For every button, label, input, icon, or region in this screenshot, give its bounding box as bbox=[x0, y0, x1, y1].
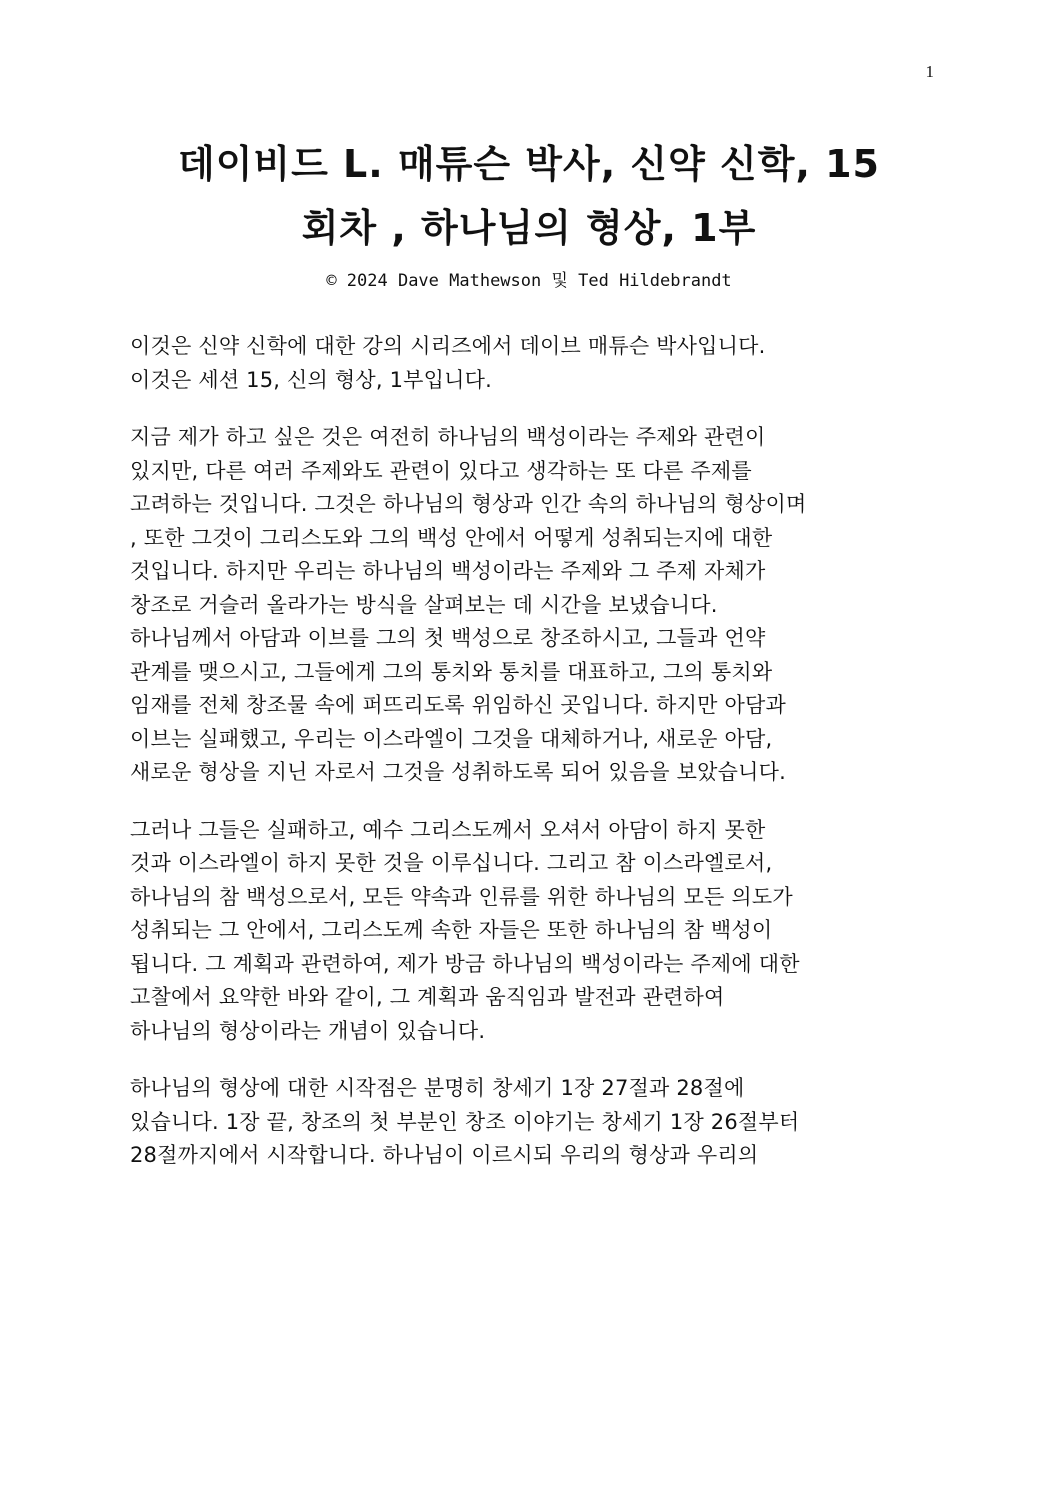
text-line: 이것은 신약 신학에 대한 강의 시리즈에서 데이브 매튜슨 박사입니다. bbox=[130, 334, 766, 358]
text-line: 하나님의 참 백성으로서, 모든 약속과 인류를 위한 하나님의 모든 의도가 bbox=[130, 884, 793, 909]
text-line: 하나님의 형상에 대한 시작점은 분명히 창세기 1장 27절과 28절에 bbox=[130, 1076, 745, 1100]
text-line: 고찰에서 요약한 바와 같이, 그 계획과 움직임과 발전과 관련하여 bbox=[130, 985, 725, 1009]
text-line: 성취되는 그 안에서, 그리스도께 속한 자들은 또한 하나님의 참 백성이 bbox=[130, 918, 773, 942]
text-line: 지금 제가 하고 싶은 것은 여전히 하나님의 백성이라는 주제와 관련이 bbox=[130, 425, 766, 449]
text-line: , 또한 그것이 그리스도와 그의 백성 안에서 어떻게 성취되는지에 대한 bbox=[130, 525, 773, 550]
document-title-line-1: 데이비드 L. 매튜슨 박사, 신약 신학, 15 bbox=[178, 142, 880, 186]
copyright-notice: © 2024 Dave Mathewson 및 Ted Hildebrandt bbox=[326, 271, 732, 291]
text-line: 관계를 맺으시고, 그들에게 그의 통치와 통치를 대표하고, 그의 통치와 bbox=[130, 659, 773, 684]
text-line: 것입니다. 하지만 우리는 하나님의 백성이라는 주제와 그 주제 자체가 bbox=[130, 559, 766, 583]
text-line: 됩니다. 그 계획과 관련하여, 제가 방금 하나님의 백성이라는 주제에 대한 bbox=[130, 951, 800, 976]
document-title-line-2: 회차 , 하나님의 형상, 1부 bbox=[301, 206, 757, 250]
paragraph-theme-overview bbox=[130, 421, 950, 790]
document-header bbox=[0, 132, 1058, 294]
text-line: 것과 이스라엘이 하지 못한 것을 이루십니다. 그리고 참 이스라엘로서, bbox=[130, 851, 773, 875]
paragraph-genesis-starting-point bbox=[130, 1072, 950, 1173]
text-line: 고려하는 것입니다. 그것은 하나님의 형상과 인간 속의 하나님의 형상이며 bbox=[130, 492, 807, 516]
text-line: 임재를 전체 창조물 속에 퍼뜨리도록 위임하신 곳입니다. 하지만 아담과 bbox=[130, 693, 786, 717]
text-line: 이브는 실패했고, 우리는 이스라엘이 그것을 대체하거나, 새로운 아담, bbox=[130, 726, 773, 751]
text-line: 하나님의 형상이라는 개념이 있습니다. bbox=[130, 1018, 486, 1043]
page-number: 1 bbox=[925, 62, 934, 81]
document-body bbox=[130, 330, 950, 1197]
text-line: 28절까지에서 시작합니다. 하나님이 이르시되 우리의 형상과 우리의 bbox=[130, 1143, 759, 1167]
text-line: 창조로 거슬러 올라가는 방식을 살펴보는 데 시간을 보냈습니다. bbox=[130, 592, 718, 617]
text-line: 있습니다. 1장 끝, 창조의 첫 부분인 창조 이야기는 창세기 1장 26절부터 bbox=[130, 1109, 800, 1134]
text-line: 하나님께서 아담과 이브를 그의 첫 백성으로 창조하시고, 그들과 언약 bbox=[130, 626, 766, 650]
paragraph-fulfillment-in-christ bbox=[130, 814, 950, 1049]
text-line: 새로운 형상을 지닌 자로서 그것을 성취하도록 되어 있음을 보았습니다. bbox=[130, 760, 786, 784]
text-line: 그러나 그들은 실패하고, 예수 그리스도께서 오셔서 아담이 하지 못한 bbox=[130, 817, 766, 842]
text-line: 있지만, 다른 여러 주제와도 관련이 있다고 생각하는 또 다른 주제를 bbox=[130, 458, 752, 483]
paragraph-intro bbox=[130, 330, 950, 397]
text-line: 이것은 세션 15, 신의 형상, 1부입니다. bbox=[130, 367, 493, 392]
